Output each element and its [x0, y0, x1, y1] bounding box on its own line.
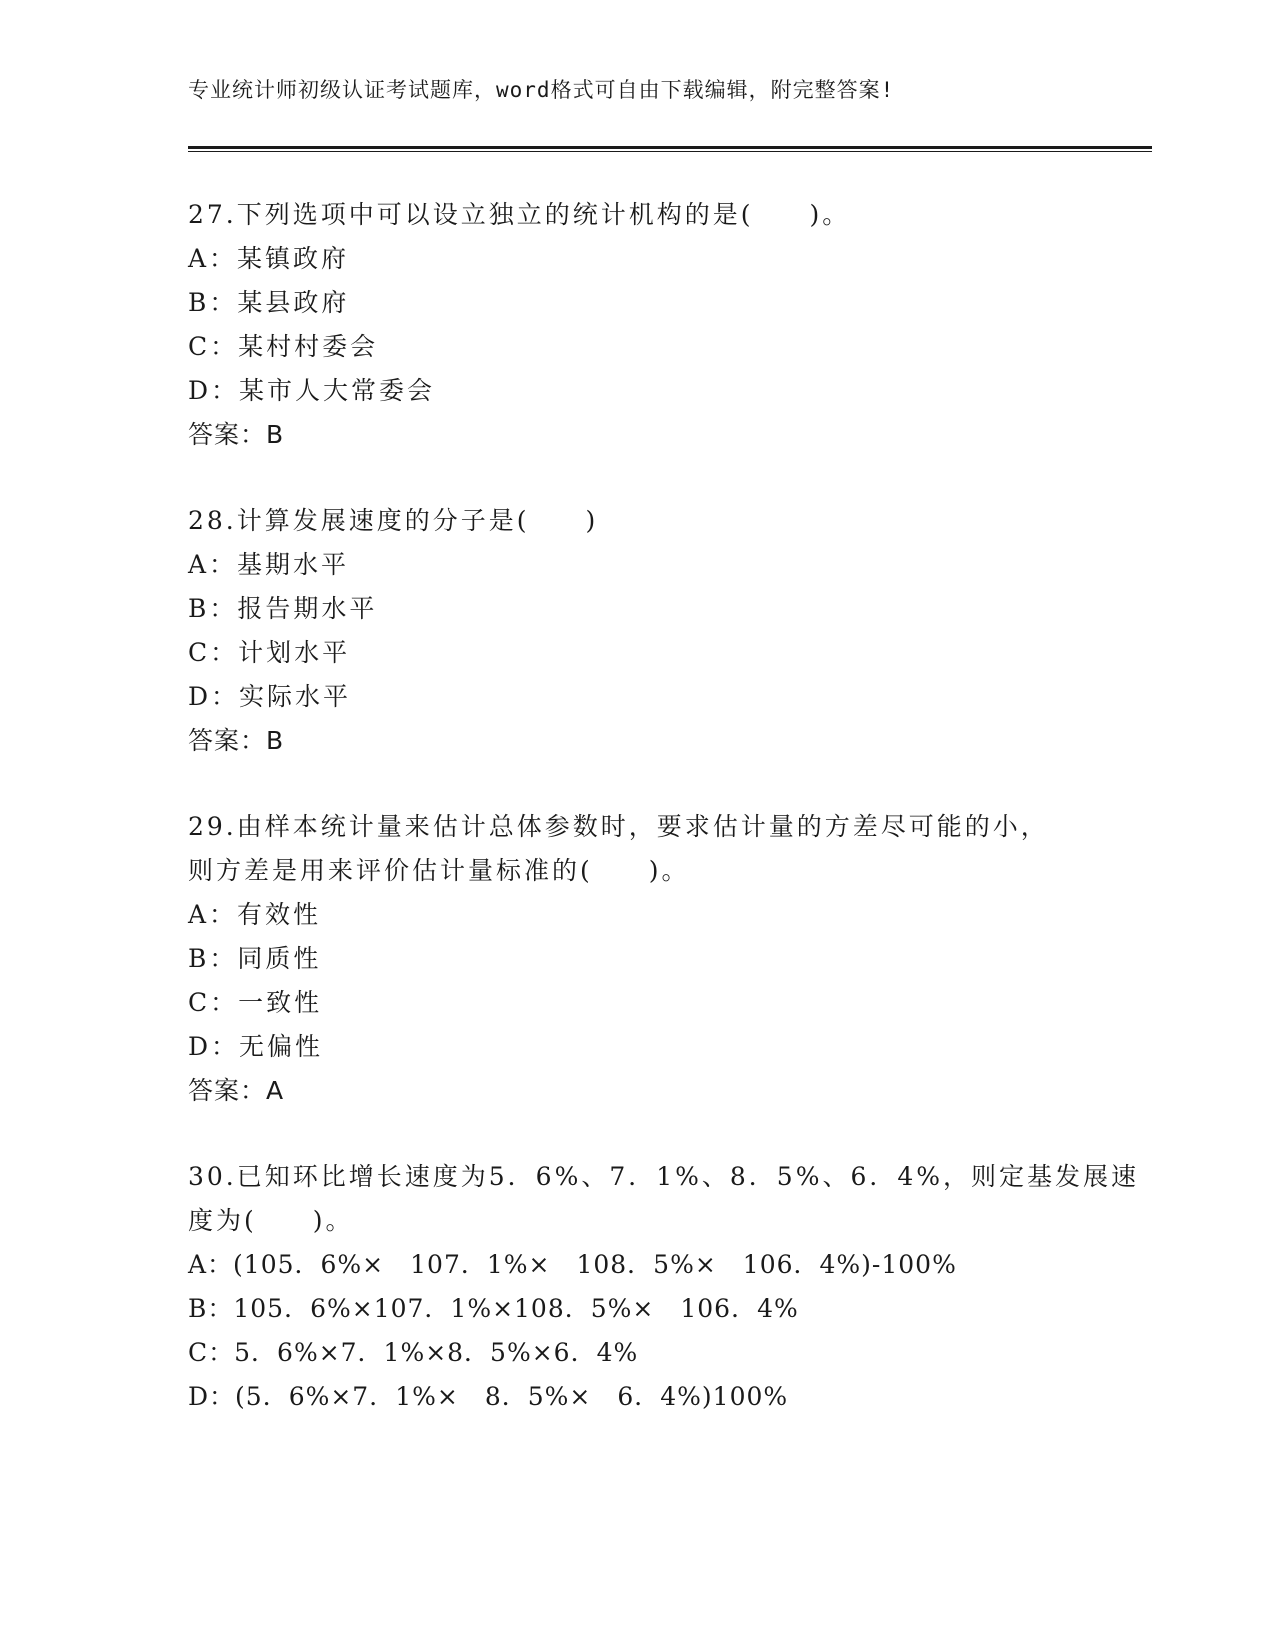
answer-line: 答案：B [188, 420, 285, 449]
option-b: B：同质性 [188, 944, 322, 973]
question-stem: 27.下列选项中可以设立独立的统计机构的是( )。 [188, 200, 851, 229]
question-stem-line-2: 度为( )。 [188, 1206, 354, 1235]
option-a: A：有效性 [188, 900, 322, 929]
option-b: B：105．6%×107．1%×108．5%× 106．4% [188, 1294, 799, 1323]
option-c: C：5．6%×7．1%×8．5%×6．4% [188, 1338, 639, 1367]
header-divider [188, 146, 1152, 152]
question-stem: 28.计算发展速度的分子是( ) [188, 506, 599, 535]
question-stem-line-1: 30.已知环比增长速度为5．6%、7．1%、8．5%、6．4%，则定基发展速 [188, 1162, 1140, 1191]
option-d: D：实际水平 [188, 682, 352, 711]
option-d: D：某市人大常委会 [188, 376, 436, 405]
answer-line: 答案：B [188, 726, 285, 755]
option-a: A：某镇政府 [188, 244, 350, 273]
option-b: B：报告期水平 [188, 594, 378, 623]
question-stem-line-2: 则方差是用来评价估计量标准的( )。 [188, 856, 690, 885]
option-a: A：基期水平 [188, 550, 350, 579]
option-d: D：无偏性 [188, 1032, 324, 1061]
option-d: D：(5．6%×7．1%× 8．5%× 6．4%)100% [188, 1382, 789, 1411]
option-c: C：某村村委会 [188, 332, 379, 361]
question-stem-line-1: 29.由样本统计量来估计总体参数时，要求估计量的方差尽可能的小， [188, 812, 1049, 841]
option-c: C：一致性 [188, 988, 323, 1017]
option-c: C：计划水平 [188, 638, 351, 667]
option-a: A：(105．6%× 107．1%× 108．5%× 106．4%)-100% [188, 1250, 957, 1279]
header-title: 专业统计师初级认证考试题库，word格式可自由下载编辑，附完整答案! [188, 78, 895, 102]
option-b: B：某县政府 [188, 288, 350, 317]
answer-line: 答案：A [188, 1076, 285, 1105]
